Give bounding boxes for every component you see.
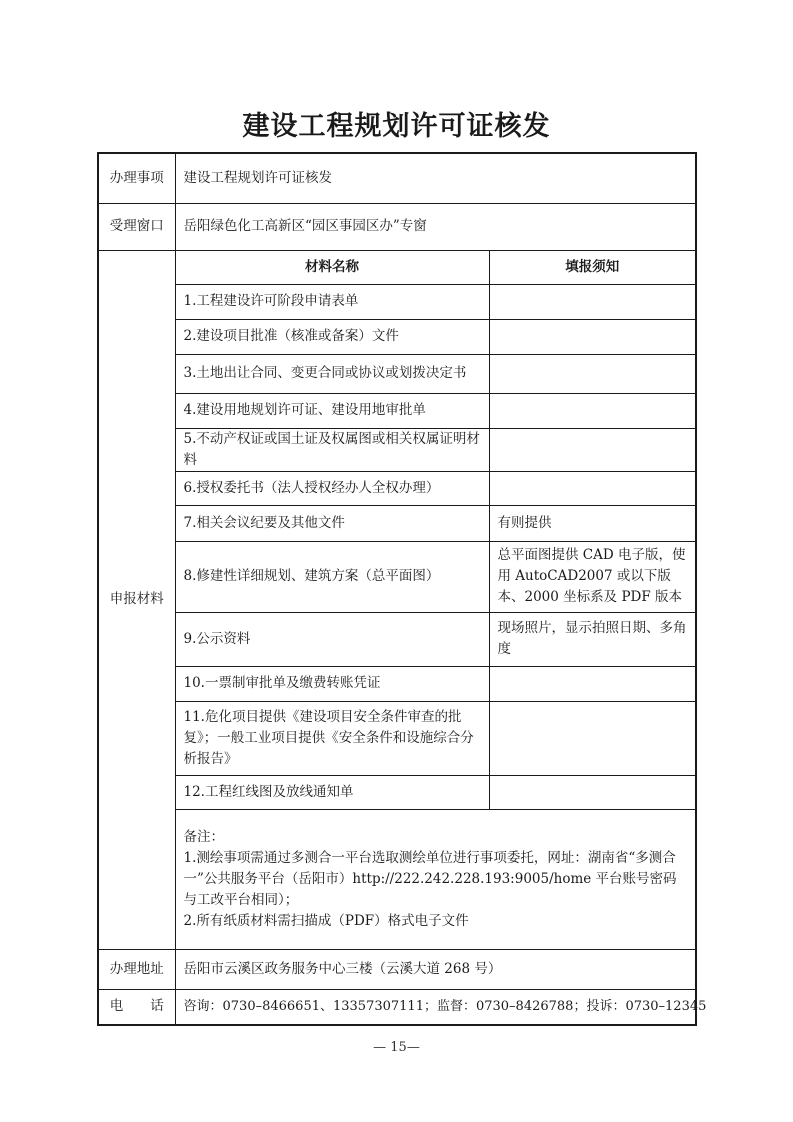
material-note xyxy=(489,701,696,775)
material-note xyxy=(489,428,696,471)
material-name: 5.不动产权证或国土证及权属图或相关权属证明材料 xyxy=(175,428,489,471)
material-row xyxy=(98,354,696,393)
material-name: 11.危化项目提供《建设项目安全条件审查的批复》；一般工业项目提供《安全条件和设施综合分析报告》 xyxy=(175,701,489,775)
material-name: 6.授权委托书（法人授权经办人全权办理） xyxy=(175,471,489,505)
materials-label: 申报材料 xyxy=(98,250,175,949)
material-name: 4.建设用地规划许可证、建设用地审批单 xyxy=(175,393,489,428)
material-name: 3.土地出让合同、变更合同或协议或划拨决定书 xyxy=(175,354,489,393)
permit-info-table xyxy=(97,152,707,1026)
material-note xyxy=(489,775,696,809)
material-row xyxy=(98,393,696,428)
window-label: 受理窗口 xyxy=(98,203,175,250)
material-row xyxy=(98,701,696,775)
material-note xyxy=(489,471,696,505)
page-title: 建设工程规划许可证核发 xyxy=(242,111,551,142)
material-row xyxy=(98,612,696,666)
material-row xyxy=(98,284,696,319)
material-row xyxy=(98,471,696,505)
material-note: 有则提供 xyxy=(489,505,696,541)
matter-row xyxy=(98,153,696,203)
material-name: 1.工程建设许可阶段申请表单 xyxy=(175,284,489,319)
notes-cell xyxy=(175,809,696,949)
notes-row xyxy=(98,809,696,949)
phone-row xyxy=(98,989,696,1025)
address-value: 岳阳市云溪区政务服务中心三楼（云溪大道 268 号） xyxy=(175,949,696,989)
material-name: 2.建设项目批准（核准或备案）文件 xyxy=(175,319,489,354)
matter-label: 办理事项 xyxy=(98,153,175,203)
material-note: 总平面图提供 CAD 电子版，使用 AutoCAD2007 或以下版本、2000 坐标系及 PDF 版本 xyxy=(489,541,696,612)
page-number: — 15— xyxy=(373,1040,420,1055)
material-note xyxy=(489,393,696,428)
material-name: 10.一票制审批单及缴费转账凭证 xyxy=(175,666,489,701)
address-row xyxy=(98,949,696,989)
material-note xyxy=(489,284,696,319)
material-name: 9.公示资料 xyxy=(175,612,489,666)
notes-heading: 备注： xyxy=(183,828,224,845)
material-note xyxy=(489,319,696,354)
material-row xyxy=(98,428,696,471)
matter-value: 建设工程规划许可证核发 xyxy=(175,153,696,203)
material-row xyxy=(98,666,696,701)
materials-header-row xyxy=(98,250,696,284)
material-note: 现场照片，显示拍照日期、多角度 xyxy=(489,612,696,666)
material-name: 8.修建性详细规划、建筑方案（总平面图） xyxy=(175,541,489,612)
notes-line-1: 1.测绘事项需通过多测合一平台选取测绘单位进行事项委托，网址：湖南省“多测合一”公共服务平台（岳阳市）http://222.242.228.193:9005/home 平台账号密码与工改平台相同）； xyxy=(183,849,677,908)
material-note xyxy=(489,666,696,701)
material-name: 7.相关会议纪要及其他文件 xyxy=(175,505,489,541)
material-row xyxy=(98,505,696,541)
address-label: 办理地址 xyxy=(98,949,175,989)
material-row xyxy=(98,319,696,354)
material-name: 12.工程红线图及放线通知单 xyxy=(175,775,489,809)
material-row xyxy=(98,541,696,612)
materials-name-header: 材料名称 xyxy=(175,250,489,284)
window-row xyxy=(98,203,696,250)
notes-line-2: 2.所有纸质材料需扫描成（PDF）格式电子文件 xyxy=(183,912,469,929)
material-note xyxy=(489,354,696,393)
phone-value: 咨询：0730–8466651、13357307111；监督：0730–8426788；投诉：0730–12345 xyxy=(175,989,696,1025)
materials-note-header: 填报须知 xyxy=(489,250,696,284)
material-row xyxy=(98,775,696,809)
phone-label: 电 话 xyxy=(98,989,175,1025)
window-value: 岳阳绿色化工高新区“园区事园区办”专窗 xyxy=(175,203,696,250)
